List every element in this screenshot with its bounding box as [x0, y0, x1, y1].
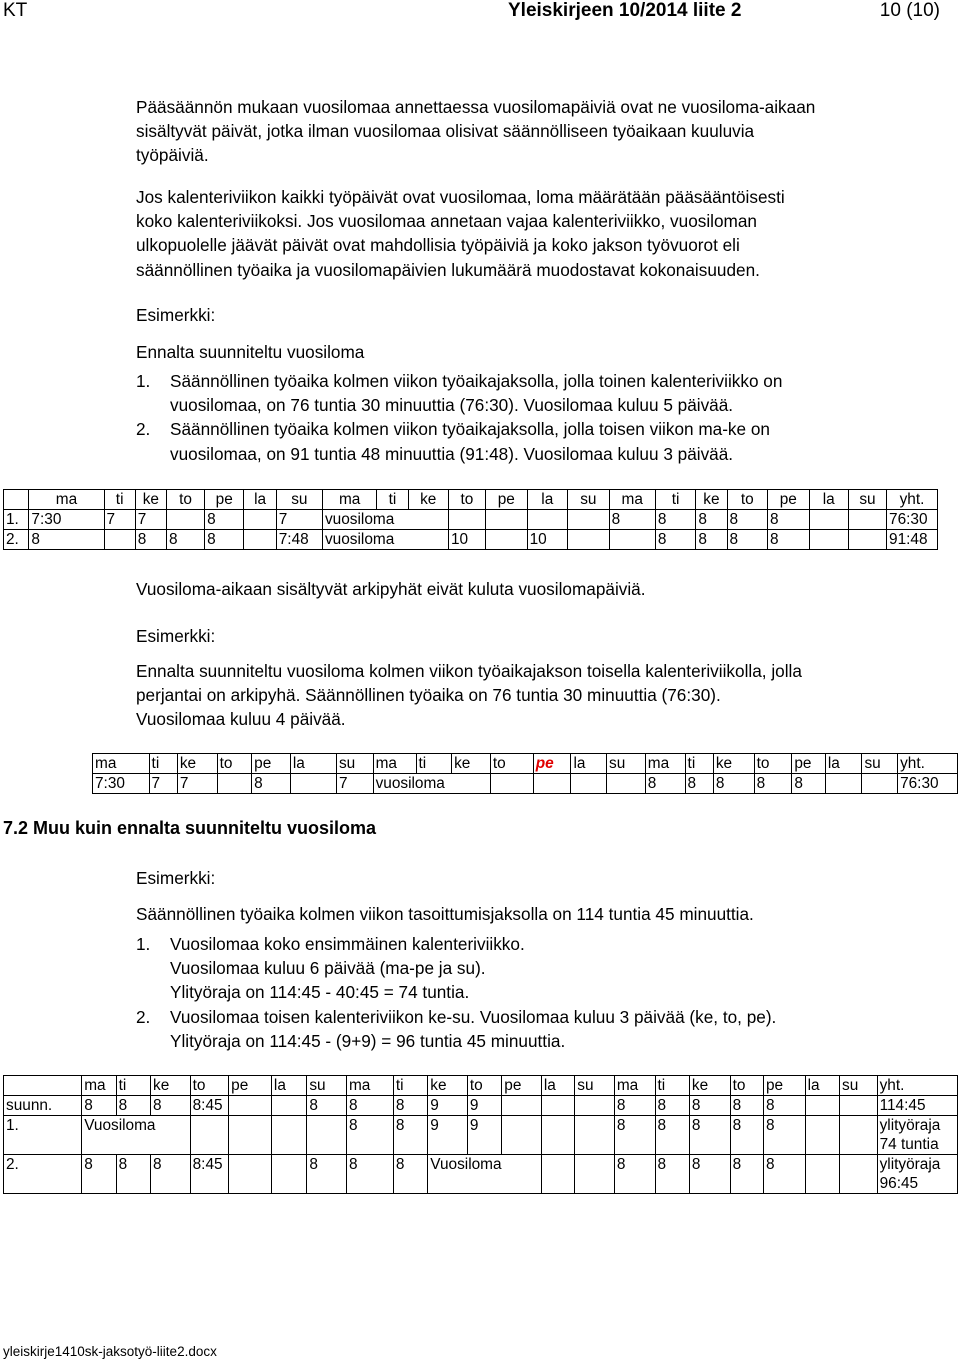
table-header-cell: la: [571, 754, 607, 774]
text-line: ulkopuolelle jäävät päivät ovat mahdollisia työpäiviä ja koko jakson työvuorot eli: [136, 235, 740, 256]
table-cell: 8: [307, 1155, 347, 1194]
table-cell: 7:30: [93, 774, 150, 794]
table-cell: 8: [151, 1155, 191, 1194]
table-cell: 8: [713, 774, 754, 794]
table-header-cell: to: [448, 490, 485, 510]
table-header-cell: to: [490, 754, 533, 774]
paragraph-example-holiday: [136, 659, 958, 732]
table-cell: [862, 774, 898, 794]
table-cell: 8: [685, 774, 713, 794]
table-cell: [805, 1116, 839, 1155]
list-number: 2.: [136, 1006, 151, 1027]
table-cell: vuosiloma: [322, 530, 448, 550]
table-row: [4, 1116, 958, 1155]
table-cell: 8: [655, 510, 695, 530]
header-page-number: 10 (10): [879, 0, 940, 21]
table-cell: 8: [655, 1155, 689, 1194]
table-cell: 1.: [4, 510, 29, 530]
table-cell: 7:48: [276, 530, 322, 550]
footer-filename: yleiskirje1410sk-jaksotyö-liite2.docx: [3, 1344, 217, 1359]
table-header-cell: pe: [252, 754, 291, 774]
table-header-cell: yht.: [898, 754, 958, 774]
table-header-cell: ke: [408, 490, 448, 510]
table-cell: 8: [763, 1155, 805, 1194]
table-cell: [104, 530, 135, 550]
table-cell: [244, 510, 276, 530]
example-label: Esimerkki:: [136, 626, 216, 646]
table-header-cell: to: [754, 754, 792, 774]
table-cell: [229, 1116, 272, 1155]
table-cell: ylityöraja 74 tuntia: [877, 1116, 957, 1155]
table-cell: [568, 530, 610, 550]
text-line: Vuosilomaa kuluu 6 päivää (ma-pe ja su).: [170, 958, 486, 979]
table-header-cell: su: [568, 490, 610, 510]
table-cell: vuosiloma: [322, 510, 448, 530]
table-cell: ylityöraja 96:45: [877, 1155, 957, 1194]
table-cell: Vuosiloma: [428, 1155, 542, 1194]
table-cell: 9: [467, 1116, 501, 1155]
table-header-cell: to: [166, 490, 204, 510]
table-cell: 10: [527, 530, 567, 550]
table-cell: 8: [689, 1155, 730, 1194]
paragraph-main-rule: [136, 95, 958, 168]
table-cell: [229, 1096, 272, 1116]
table-cell: 8: [614, 1116, 655, 1155]
table-cell: [307, 1116, 347, 1155]
table-cell: 8: [792, 774, 826, 794]
table-cell: [190, 1116, 229, 1155]
table-header-cell: su: [848, 490, 886, 510]
table-header-cell: yht.: [877, 1076, 957, 1096]
table-header-cell: pe: [533, 754, 571, 774]
table-header-cell: to: [190, 1076, 229, 1096]
table-header-cell: pe: [205, 490, 244, 510]
table-cell: 8: [393, 1155, 427, 1194]
table-header-cell: ma: [322, 490, 376, 510]
table-cell: 8: [696, 510, 727, 530]
table-header-cell: su: [276, 490, 322, 510]
table-cell: [575, 1096, 615, 1116]
table-cell: [575, 1116, 615, 1155]
table-cell: 8: [763, 1096, 805, 1116]
table-cell: [271, 1116, 306, 1155]
table-cell: 8:45: [190, 1155, 229, 1194]
text-line: Säännöllinen työaika kolmen viikon työaikajaksolla, jolla toinen kalenteriviikko on: [170, 371, 783, 391]
table-cell: 91:48: [887, 530, 938, 550]
table-header-cell: pe: [485, 490, 527, 510]
schedule-table-1: [3, 489, 938, 550]
table-cell: 9: [467, 1096, 501, 1116]
table-cell: [840, 1096, 878, 1116]
example-label: Esimerkki:: [136, 305, 216, 325]
table-header-cell: ti: [149, 754, 177, 774]
table-cell: [229, 1155, 272, 1194]
text-line: vuosilomaa, on 76 tuntia 30 minuuttia (76:30). Vuosilomaa kuluu 5 päivää.: [170, 395, 734, 416]
table-cell: 8: [393, 1096, 427, 1116]
table-header-cell: ma: [609, 490, 655, 510]
table-cell: [166, 510, 204, 530]
example-list-1: [136, 369, 958, 466]
table-cell: 7: [104, 510, 135, 530]
table-header-cell: ma: [645, 754, 685, 774]
table-header-cell: su: [607, 754, 646, 774]
table-cell: 8: [689, 1096, 730, 1116]
table-header-cell: yht.: [887, 490, 938, 510]
table-cell: 8: [754, 774, 792, 794]
table-header-cell: su: [575, 1076, 615, 1096]
schedule-table-3: [3, 1075, 958, 1194]
table-cell: [805, 1096, 839, 1116]
table-cell: 8: [393, 1116, 427, 1155]
table-header-cell: pe: [502, 1076, 542, 1096]
table-cell: [825, 774, 862, 794]
table-cell: suunn.: [4, 1096, 82, 1116]
table-header-cell: ke: [177, 754, 217, 774]
table-header-cell: ma: [93, 754, 150, 774]
table-cell: 8: [645, 774, 685, 794]
table-cell: 8: [116, 1155, 150, 1194]
table-cell: Vuosiloma: [82, 1116, 190, 1155]
table-header-cell: to: [217, 754, 252, 774]
table-header-cell: ke: [428, 1076, 468, 1096]
table-cell: 8: [166, 530, 204, 550]
table-cell: [533, 774, 571, 794]
table-cell: 7: [336, 774, 373, 794]
table-cell: [809, 530, 848, 550]
table-row: [4, 1155, 958, 1194]
table-cell: [290, 774, 336, 794]
table-header-row: [4, 1076, 958, 1096]
text-line: työpäiviä.: [136, 145, 209, 166]
table-header-cell: pe: [767, 490, 809, 510]
table-cell: 7: [135, 510, 166, 530]
table-cell: 9: [428, 1116, 468, 1155]
table-cell: [485, 530, 527, 550]
paragraph-holidays: Vuosiloma-aikaan sisältyvät arkipyhät eivät kuluta vuosilomapäiviä.: [136, 579, 646, 599]
table-cell: 8: [205, 530, 244, 550]
text-line: Vuosilomaa koko ensimmäinen kalenteriviikko.: [170, 934, 525, 954]
table-header-cell: ti: [104, 490, 135, 510]
table-header-cell: ti: [116, 1076, 150, 1096]
table-cell: 8: [655, 1116, 689, 1155]
table-header-cell: la: [825, 754, 862, 774]
example-label: Esimerkki:: [136, 868, 216, 888]
table-cell: 8: [252, 774, 291, 794]
table-cell: [541, 1096, 574, 1116]
table-cell: 8: [116, 1096, 150, 1116]
table-cell: 8: [767, 530, 809, 550]
table-header-row: [4, 490, 938, 510]
table-header-cell: [4, 1076, 82, 1096]
table-cell: [848, 530, 886, 550]
table-cell: 8: [609, 510, 655, 530]
table-cell: 8: [730, 1116, 763, 1155]
list-item: [136, 417, 958, 465]
table-cell: 8: [346, 1096, 393, 1116]
table-row: [4, 1096, 958, 1116]
table-cell: 8: [614, 1096, 655, 1116]
table-cell: 114:45: [877, 1096, 957, 1116]
table-cell: [571, 774, 607, 794]
text-line: Ylityöraja on 114:45 - (9+9) = 96 tuntia 45 minuuttia.: [170, 1030, 566, 1051]
table-row: [93, 774, 958, 794]
table-cell: 8: [151, 1096, 191, 1116]
table-header-cell: ke: [452, 754, 491, 774]
table-cell: [271, 1096, 306, 1116]
table-cell: 76:30: [898, 774, 958, 794]
table-header-cell: pe: [792, 754, 826, 774]
table-header-cell: su: [307, 1076, 347, 1096]
table-cell: 8: [82, 1096, 116, 1116]
table-header-cell: ti: [393, 1076, 427, 1096]
text-line: Pääsäännön mukaan vuosilomaa annettaessa vuosilomapäiviä ovat ne vuosiloma-aikaan: [136, 97, 816, 117]
example-list-2: [136, 932, 958, 1053]
table-cell: [607, 774, 646, 794]
example-subtitle: Ennalta suunniteltu vuosiloma: [136, 342, 365, 362]
table-cell: 8: [767, 510, 809, 530]
table-header-cell: ti: [685, 754, 713, 774]
table-cell: 9: [428, 1096, 468, 1116]
table-header-cell: ma: [29, 490, 104, 510]
table-cell: 1.: [4, 1116, 82, 1155]
table-header-cell: la: [541, 1076, 574, 1096]
table-cell: 8: [727, 530, 767, 550]
table-header-cell: ma: [346, 1076, 393, 1096]
table-header-cell: su: [840, 1076, 878, 1096]
text-line: Ennalta suunniteltu vuosiloma kolmen viikon työaikajakson toisella kalenteriviikolla, jolla: [136, 661, 802, 681]
table-cell: 2.: [4, 1155, 82, 1194]
table-cell: [502, 1116, 542, 1155]
table-header-cell: ke: [689, 1076, 730, 1096]
table-row: [4, 530, 938, 550]
table-header-cell: la: [244, 490, 276, 510]
table-cell: 8: [307, 1096, 347, 1116]
table-cell: 10: [448, 530, 485, 550]
table-cell: [502, 1096, 542, 1116]
paragraph-calendar-week: [136, 185, 958, 282]
text-line: koko kalenteriviikoksi. Jos vuosilomaa annetaan vajaa kalenteriviikko, vuosiloman: [136, 211, 757, 232]
section-heading: 7.2 Muu kuin ennalta suunniteltu vuosiloma: [3, 818, 377, 838]
table-cell: 8: [655, 1096, 689, 1116]
table-header-cell: ke: [696, 490, 727, 510]
table-cell: 76:30: [887, 510, 938, 530]
table-header-cell: ke: [713, 754, 754, 774]
table-cell: 8: [730, 1155, 763, 1194]
table-header-cell: ti: [377, 490, 408, 510]
table-cell: [244, 530, 276, 550]
table-cell: vuosiloma: [373, 774, 490, 794]
header-title: Yleiskirjeen 10/2014 liite 2: [508, 0, 742, 21]
table-cell: 7:30: [29, 510, 104, 530]
table-cell: 2.: [4, 530, 29, 550]
table-cell: 8: [689, 1116, 730, 1155]
table-header-cell: la: [805, 1076, 839, 1096]
text-line: Säännöllinen työaika kolmen viikon työaikajaksolla, jolla toisen viikon ma-ke on: [170, 419, 770, 440]
list-item: [136, 932, 958, 1005]
table-cell: 8: [655, 530, 695, 550]
table-cell: 8: [346, 1116, 393, 1155]
list-item: [136, 369, 958, 417]
text-line: säännöllinen työaika ja vuosilomapäivien lukumäärä muodostavat kokonaisuuden.: [136, 259, 760, 280]
paragraph-balancing-period: Säännöllinen työaika kolmen viikon tasoittumisjaksolla on 114 tuntia 45 minuuttia.: [136, 904, 754, 924]
header-left: KT: [3, 0, 28, 21]
table-header-cell: su: [862, 754, 898, 774]
table-header-cell: su: [336, 754, 373, 774]
text-line: vuosilomaa, on 91 tuntia 48 minuuttia (91:48). Vuosilomaa kuluu 3 päivää.: [170, 443, 734, 464]
table-cell: 7: [177, 774, 217, 794]
table-cell: [568, 510, 610, 530]
table-cell: [609, 530, 655, 550]
table-header-cell: ti: [655, 1076, 689, 1096]
table-cell: [527, 510, 567, 530]
table-cell: [809, 510, 848, 530]
table-header-cell: ma: [82, 1076, 116, 1096]
table-cell: [541, 1116, 574, 1155]
table-header-cell: to: [727, 490, 767, 510]
table-cell: 8: [135, 530, 166, 550]
table-header-cell: ke: [151, 1076, 191, 1096]
table-header-cell: la: [290, 754, 336, 774]
table-cell: [490, 774, 533, 794]
table-header-cell: la: [809, 490, 848, 510]
text-line: Ylityöraja on 114:45 - 40:45 = 74 tuntia.: [170, 982, 470, 1003]
table-cell: 8: [205, 510, 244, 530]
text-line: Vuosilomaa toisen kalenteriviikon ke-su. Vuosilomaa kuluu 3 päivää (ke, to, pe).: [170, 1006, 777, 1027]
table-cell: [271, 1155, 306, 1194]
table-header-cell: to: [730, 1076, 763, 1096]
table-cell: 8: [696, 530, 727, 550]
table-header-cell: pe: [229, 1076, 272, 1096]
text-line: Vuosilomaa kuluu 4 päivää.: [136, 709, 346, 730]
table-header-cell: [4, 490, 29, 510]
table-cell: 7: [276, 510, 322, 530]
table-cell: [541, 1155, 574, 1194]
table-cell: 8: [614, 1155, 655, 1194]
list-number: 1.: [136, 934, 151, 954]
text-line: perjantai on arkipyhä. Säännöllinen työaika on 76 tuntia 30 minuuttia (76:30).: [136, 685, 721, 706]
table-cell: 7: [149, 774, 177, 794]
table-header-cell: ma: [373, 754, 416, 774]
text-line: sisältyvät päivät, jotka ilman vuosilomaa olisivat säännölliseen työaikaan kuuluvia: [136, 121, 755, 142]
table-header-cell: ti: [416, 754, 452, 774]
table-header-cell: pe: [763, 1076, 805, 1096]
table-header-row: [93, 754, 958, 774]
table-cell: [575, 1155, 615, 1194]
table-header-cell: to: [467, 1076, 501, 1096]
list-item: [136, 1005, 958, 1053]
text-line: Jos kalenteriviikon kaikki työpäivät ovat vuosilomaa, loma määrätään pääsääntöisesti: [136, 187, 785, 207]
table-cell: 8: [346, 1155, 393, 1194]
table-cell: [448, 510, 485, 530]
table-cell: [217, 774, 252, 794]
table-header-cell: ke: [135, 490, 166, 510]
list-number: 1.: [136, 371, 151, 391]
table-cell: 8: [730, 1096, 763, 1116]
table-header-cell: la: [527, 490, 567, 510]
table-header-cell: la: [271, 1076, 306, 1096]
table-header-cell: ti: [655, 490, 695, 510]
table-row: [4, 510, 938, 530]
table-cell: [485, 510, 527, 530]
table-cell: [848, 510, 886, 530]
schedule-table-2: [92, 753, 958, 794]
table-cell: 8: [763, 1116, 805, 1155]
table-cell: [840, 1155, 878, 1194]
table-cell: 8: [82, 1155, 116, 1194]
list-number: 2.: [136, 419, 151, 440]
table-cell: 8: [727, 510, 767, 530]
table-cell: [805, 1155, 839, 1194]
table-cell: [840, 1116, 878, 1155]
table-header-cell: ma: [614, 1076, 655, 1096]
table-cell: 8:45: [190, 1096, 229, 1116]
table-cell: 8: [29, 530, 104, 550]
